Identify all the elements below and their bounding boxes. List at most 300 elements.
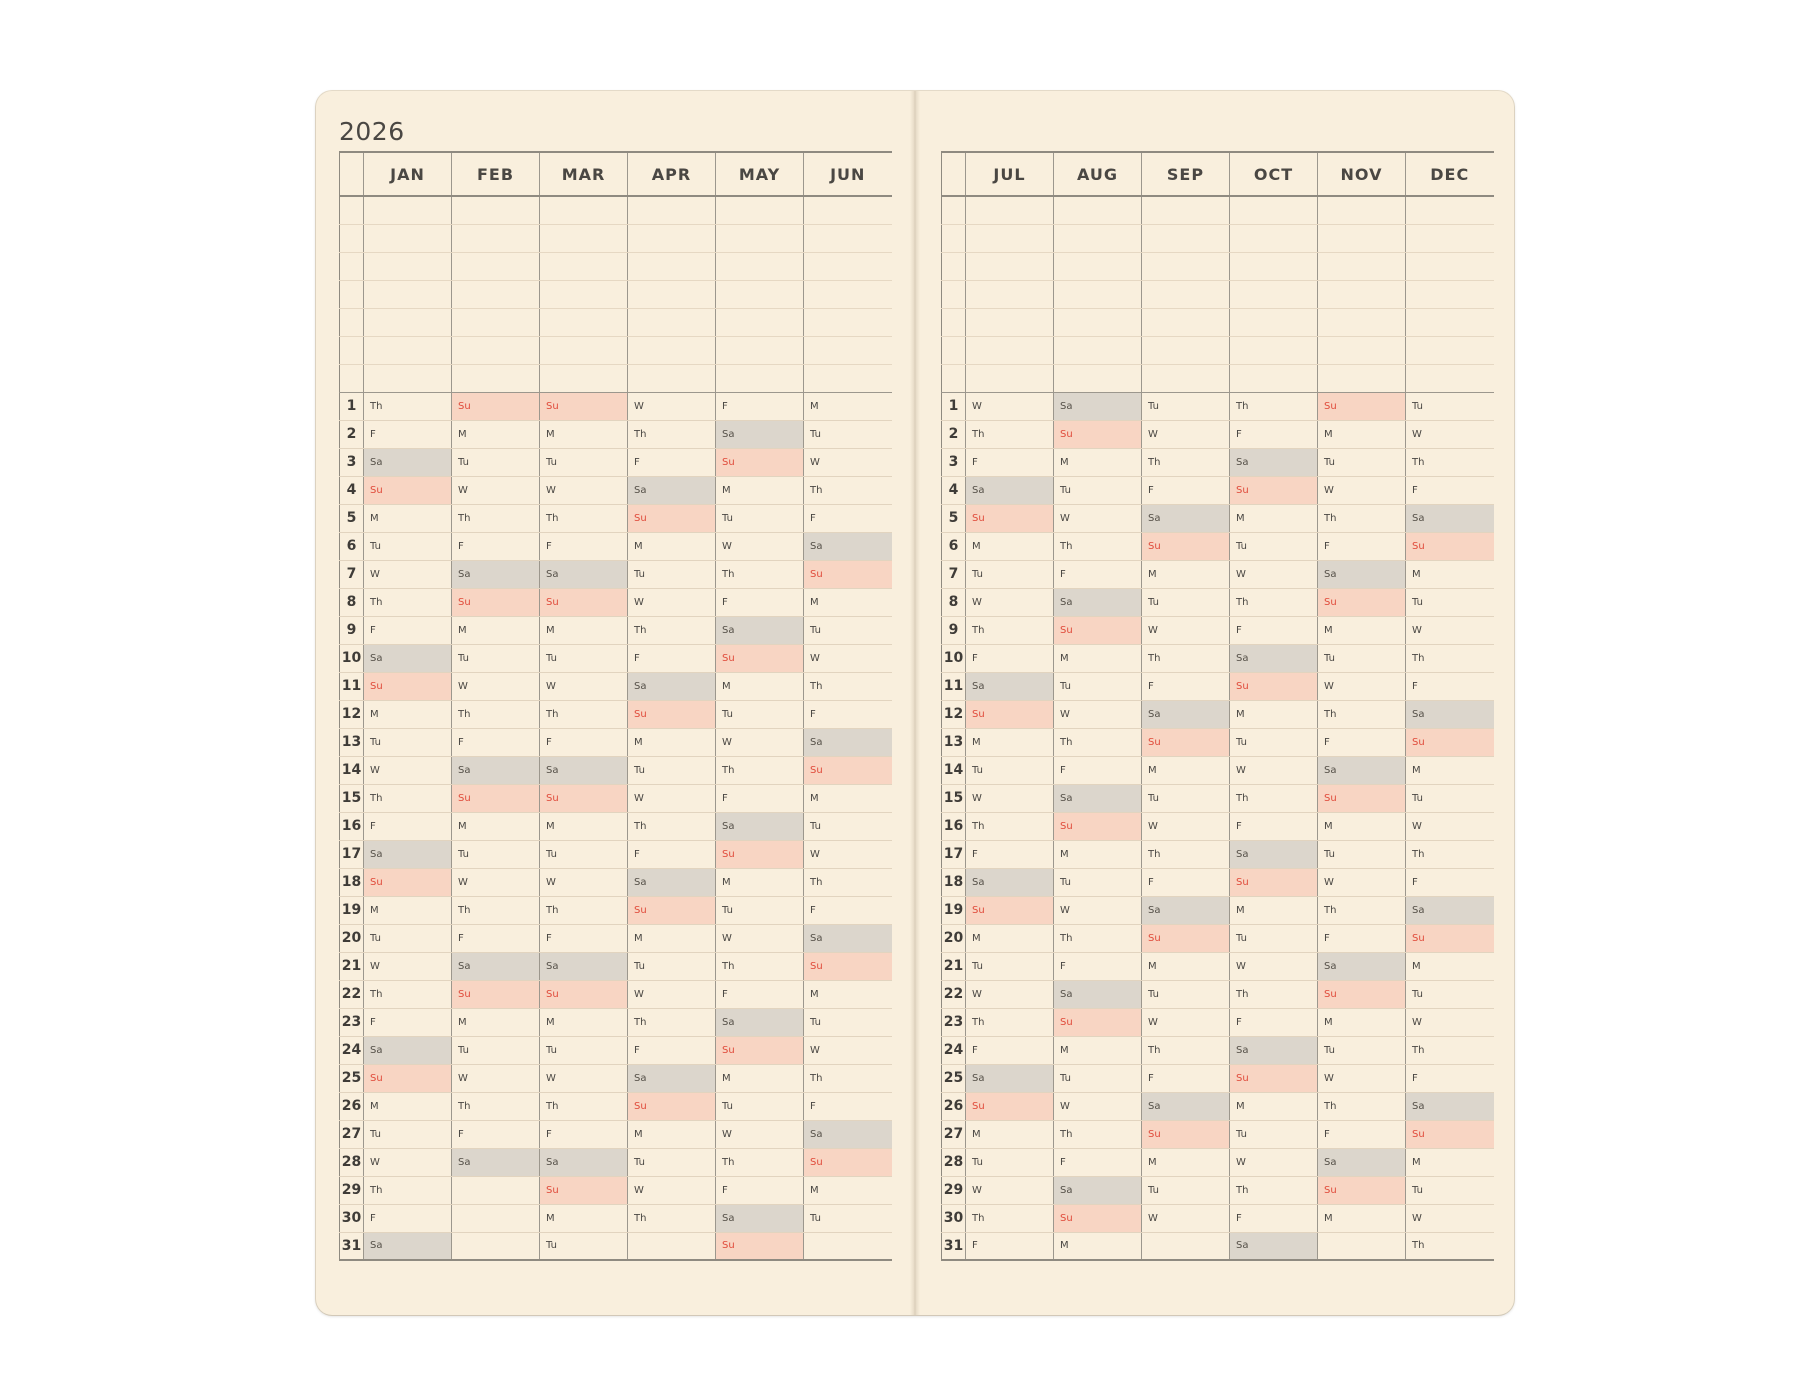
day-cell-jul[interactable]: Tu — [966, 756, 1054, 784]
day-cell-apr[interactable]: Tu — [628, 1148, 716, 1176]
day-cell-may[interactable]: Th — [716, 756, 804, 784]
day-cell-jan[interactable]: F — [364, 616, 452, 644]
day-cell-jul[interactable]: Th — [966, 420, 1054, 448]
day-cell-oct[interactable]: Sa — [1230, 1036, 1318, 1064]
memo-cell[interactable] — [452, 252, 540, 280]
day-cell-jun[interactable]: W — [804, 1036, 892, 1064]
day-cell-apr[interactable]: Th — [628, 420, 716, 448]
day-cell-feb[interactable]: M — [452, 812, 540, 840]
day-cell-jul[interactable]: Su — [966, 700, 1054, 728]
day-cell-jan[interactable]: Sa — [364, 1232, 452, 1260]
day-cell-oct[interactable]: Tu — [1230, 1120, 1318, 1148]
day-cell-apr[interactable]: W — [628, 1176, 716, 1204]
memo-cell[interactable] — [1318, 364, 1406, 392]
day-cell-sep[interactable]: Tu — [1142, 980, 1230, 1008]
day-cell-aug[interactable]: Th — [1054, 532, 1142, 560]
day-cell-sep[interactable]: Th — [1142, 448, 1230, 476]
day-cell-dec[interactable]: Tu — [1406, 588, 1494, 616]
day-cell-jul[interactable]: Su — [966, 1092, 1054, 1120]
day-cell-dec[interactable]: Th — [1406, 448, 1494, 476]
day-cell-dec[interactable]: Th — [1406, 644, 1494, 672]
day-cell-sep[interactable]: M — [1142, 1148, 1230, 1176]
day-cell-mar[interactable]: F — [540, 924, 628, 952]
day-cell-aug[interactable]: M — [1054, 840, 1142, 868]
day-cell-feb[interactable]: F — [452, 728, 540, 756]
day-cell-apr[interactable]: Th — [628, 1204, 716, 1232]
day-cell-may[interactable]: W — [716, 924, 804, 952]
memo-cell[interactable] — [364, 252, 452, 280]
memo-cell[interactable] — [1054, 308, 1142, 336]
day-cell-jan[interactable]: Tu — [364, 728, 452, 756]
day-cell-oct[interactable]: Tu — [1230, 532, 1318, 560]
day-cell-aug[interactable]: M — [1054, 1232, 1142, 1260]
day-cell-jul[interactable]: F — [966, 644, 1054, 672]
day-cell-oct[interactable]: Sa — [1230, 644, 1318, 672]
day-cell-may[interactable]: Su — [716, 1232, 804, 1260]
day-cell-nov[interactable]: F — [1318, 1120, 1406, 1148]
day-cell-sep[interactable]: F — [1142, 868, 1230, 896]
day-cell-mar[interactable]: Su — [540, 980, 628, 1008]
day-cell-sep[interactable]: Su — [1142, 728, 1230, 756]
memo-cell[interactable] — [1406, 308, 1494, 336]
day-cell-oct[interactable]: F — [1230, 616, 1318, 644]
day-cell-feb[interactable]: Su — [452, 980, 540, 1008]
day-cell-nov[interactable]: W — [1318, 672, 1406, 700]
day-cell-aug[interactable]: W — [1054, 504, 1142, 532]
day-cell-jun[interactable]: M — [804, 784, 892, 812]
day-cell-nov[interactable]: F — [1318, 532, 1406, 560]
day-cell-jan[interactable]: Th — [364, 588, 452, 616]
day-cell-may[interactable]: Sa — [716, 812, 804, 840]
day-cell-may[interactable]: F — [716, 1176, 804, 1204]
memo-cell[interactable] — [540, 336, 628, 364]
day-cell-aug[interactable]: Tu — [1054, 672, 1142, 700]
day-cell-aug[interactable]: Th — [1054, 728, 1142, 756]
day-cell-jul[interactable]: Su — [966, 896, 1054, 924]
day-cell-mar[interactable]: Tu — [540, 1232, 628, 1260]
day-cell-jul[interactable]: Th — [966, 616, 1054, 644]
memo-cell[interactable] — [1318, 308, 1406, 336]
day-cell-may[interactable]: F — [716, 588, 804, 616]
day-cell-aug[interactable]: Su — [1054, 420, 1142, 448]
day-cell-feb[interactable]: Th — [452, 504, 540, 532]
day-cell-jan[interactable]: W — [364, 560, 452, 588]
day-cell-may[interactable]: Tu — [716, 504, 804, 532]
day-cell-dec[interactable]: Su — [1406, 728, 1494, 756]
day-cell-dec[interactable]: Tu — [1406, 980, 1494, 1008]
day-cell-apr[interactable]: Su — [628, 504, 716, 532]
day-cell-nov[interactable]: M — [1318, 1008, 1406, 1036]
day-cell-sep[interactable]: W — [1142, 1008, 1230, 1036]
day-cell-apr[interactable]: Th — [628, 616, 716, 644]
memo-cell[interactable] — [1406, 252, 1494, 280]
memo-cell[interactable] — [452, 364, 540, 392]
day-cell-oct[interactable]: W — [1230, 952, 1318, 980]
memo-cell[interactable] — [1142, 308, 1230, 336]
memo-cell[interactable] — [628, 252, 716, 280]
memo-cell[interactable] — [540, 252, 628, 280]
memo-cell[interactable] — [716, 252, 804, 280]
day-cell-apr[interactable]: Tu — [628, 560, 716, 588]
day-cell-aug[interactable]: W — [1054, 1092, 1142, 1120]
day-cell-jan[interactable]: M — [364, 504, 452, 532]
day-cell-oct[interactable]: F — [1230, 420, 1318, 448]
day-cell-mar[interactable]: F — [540, 532, 628, 560]
memo-cell[interactable] — [452, 196, 540, 224]
day-cell-may[interactable]: F — [716, 980, 804, 1008]
day-cell-mar[interactable]: Tu — [540, 840, 628, 868]
memo-cell[interactable] — [540, 196, 628, 224]
day-cell-sep[interactable]: M — [1142, 756, 1230, 784]
day-cell-apr[interactable]: F — [628, 448, 716, 476]
day-cell-aug[interactable]: F — [1054, 1148, 1142, 1176]
day-cell-nov[interactable]: Th — [1318, 896, 1406, 924]
day-cell-dec[interactable]: F — [1406, 1064, 1494, 1092]
day-cell-mar[interactable]: M — [540, 616, 628, 644]
day-cell-jan[interactable]: Tu — [364, 924, 452, 952]
day-cell-jul[interactable]: F — [966, 1036, 1054, 1064]
day-cell-dec[interactable]: Sa — [1406, 700, 1494, 728]
day-cell-jun[interactable]: Su — [804, 1148, 892, 1176]
day-cell-jan[interactable]: Su — [364, 1064, 452, 1092]
day-cell-dec[interactable]: W — [1406, 1008, 1494, 1036]
day-cell-jun[interactable]: F — [804, 504, 892, 532]
day-cell-may[interactable]: Sa — [716, 1204, 804, 1232]
day-cell-sep[interactable]: Th — [1142, 840, 1230, 868]
day-cell-jul[interactable]: Tu — [966, 560, 1054, 588]
day-cell-dec[interactable]: W — [1406, 812, 1494, 840]
memo-cell[interactable] — [966, 280, 1054, 308]
day-cell-feb[interactable]: Th — [452, 700, 540, 728]
memo-cell[interactable] — [966, 364, 1054, 392]
day-cell-feb[interactable]: Tu — [452, 448, 540, 476]
day-cell-nov[interactable]: Su — [1318, 980, 1406, 1008]
day-cell-feb[interactable]: M — [452, 616, 540, 644]
memo-cell[interactable] — [804, 196, 892, 224]
day-cell-jan[interactable]: Th — [364, 784, 452, 812]
memo-cell[interactable] — [716, 308, 804, 336]
day-cell-jan[interactable]: M — [364, 700, 452, 728]
day-cell-may[interactable]: W — [716, 532, 804, 560]
day-cell-feb[interactable]: Sa — [452, 560, 540, 588]
day-cell-oct[interactable]: F — [1230, 812, 1318, 840]
day-cell-mar[interactable]: M — [540, 812, 628, 840]
day-cell-sep[interactable]: W — [1142, 1204, 1230, 1232]
day-cell-mar[interactable]: Th — [540, 700, 628, 728]
day-cell-dec[interactable]: M — [1406, 756, 1494, 784]
memo-cell[interactable] — [1318, 336, 1406, 364]
day-cell-feb[interactable]: F — [452, 924, 540, 952]
day-cell-jul[interactable]: Su — [966, 504, 1054, 532]
day-cell-feb[interactable]: W — [452, 1064, 540, 1092]
day-cell-oct[interactable]: W — [1230, 560, 1318, 588]
day-cell-oct[interactable]: Sa — [1230, 840, 1318, 868]
day-cell-aug[interactable]: M — [1054, 644, 1142, 672]
day-cell-apr[interactable]: F — [628, 840, 716, 868]
day-cell-may[interactable]: W — [716, 1120, 804, 1148]
day-cell-apr[interactable]: F — [628, 644, 716, 672]
memo-cell[interactable] — [364, 280, 452, 308]
day-cell-jan[interactable]: Th — [364, 1176, 452, 1204]
day-cell-apr[interactable]: Su — [628, 1092, 716, 1120]
day-cell-feb[interactable]: Th — [452, 1092, 540, 1120]
day-cell-apr[interactable]: Th — [628, 1008, 716, 1036]
day-cell-nov[interactable]: Su — [1318, 588, 1406, 616]
day-cell-oct[interactable]: Su — [1230, 476, 1318, 504]
memo-cell[interactable] — [364, 196, 452, 224]
day-cell-feb[interactable]: F — [452, 1120, 540, 1148]
day-cell-feb[interactable]: F — [452, 532, 540, 560]
day-cell-feb[interactable]: Sa — [452, 756, 540, 784]
day-cell-jan[interactable]: Su — [364, 868, 452, 896]
day-cell-aug[interactable]: Sa — [1054, 980, 1142, 1008]
day-cell-mar[interactable]: M — [540, 1008, 628, 1036]
day-cell-may[interactable]: Sa — [716, 616, 804, 644]
day-cell-nov[interactable]: Th — [1318, 504, 1406, 532]
day-cell-jan[interactable]: Su — [364, 672, 452, 700]
day-cell-jul[interactable]: M — [966, 924, 1054, 952]
memo-cell[interactable] — [1230, 252, 1318, 280]
memo-cell[interactable] — [716, 280, 804, 308]
day-cell-apr[interactable]: W — [628, 980, 716, 1008]
memo-cell[interactable] — [716, 196, 804, 224]
day-cell-may[interactable]: Su — [716, 644, 804, 672]
memo-cell[interactable] — [1054, 364, 1142, 392]
day-cell-jul[interactable]: Sa — [966, 672, 1054, 700]
day-cell-mar[interactable]: W — [540, 868, 628, 896]
day-cell-jun[interactable]: W — [804, 448, 892, 476]
day-cell-jan[interactable]: M — [364, 1092, 452, 1120]
day-cell-may[interactable]: Th — [716, 560, 804, 588]
day-cell-jul[interactable]: M — [966, 728, 1054, 756]
day-cell-dec[interactable]: Su — [1406, 532, 1494, 560]
day-cell-sep[interactable]: Sa — [1142, 1092, 1230, 1120]
day-cell-mar[interactable]: F — [540, 728, 628, 756]
day-cell-oct[interactable]: Tu — [1230, 924, 1318, 952]
day-cell-oct[interactable]: Th — [1230, 1176, 1318, 1204]
memo-cell[interactable] — [540, 364, 628, 392]
day-cell-aug[interactable]: Su — [1054, 616, 1142, 644]
day-cell-aug[interactable]: M — [1054, 448, 1142, 476]
day-cell-dec[interactable]: W — [1406, 1204, 1494, 1232]
memo-cell[interactable] — [1054, 280, 1142, 308]
day-cell-aug[interactable]: Th — [1054, 924, 1142, 952]
day-cell-nov[interactable]: W — [1318, 868, 1406, 896]
day-cell-jun[interactable]: Sa — [804, 1120, 892, 1148]
day-cell-aug[interactable]: Su — [1054, 1204, 1142, 1232]
day-cell-feb[interactable]: M — [452, 420, 540, 448]
day-cell-nov[interactable]: F — [1318, 728, 1406, 756]
memo-cell[interactable] — [1318, 224, 1406, 252]
day-cell-aug[interactable]: Sa — [1054, 784, 1142, 812]
day-cell-jun[interactable]: Tu — [804, 420, 892, 448]
day-cell-aug[interactable]: Tu — [1054, 868, 1142, 896]
day-cell-jun[interactable]: M — [804, 392, 892, 420]
memo-cell[interactable] — [364, 364, 452, 392]
day-cell-apr[interactable]: W — [628, 392, 716, 420]
day-cell-may[interactable]: Tu — [716, 1092, 804, 1120]
memo-cell[interactable] — [804, 252, 892, 280]
day-cell-apr[interactable]: Sa — [628, 476, 716, 504]
day-cell-jan[interactable]: Tu — [364, 1120, 452, 1148]
day-cell-may[interactable]: Sa — [716, 1008, 804, 1036]
memo-cell[interactable] — [966, 252, 1054, 280]
memo-cell[interactable] — [804, 336, 892, 364]
day-cell-may[interactable]: M — [716, 476, 804, 504]
day-cell-jun[interactable]: F — [804, 896, 892, 924]
memo-cell[interactable] — [966, 336, 1054, 364]
day-cell-dec[interactable]: Th — [1406, 1232, 1494, 1260]
day-cell-feb[interactable]: Su — [452, 784, 540, 812]
day-cell-sep[interactable]: Tu — [1142, 392, 1230, 420]
day-cell-nov[interactable]: M — [1318, 420, 1406, 448]
day-cell-jul[interactable]: Sa — [966, 868, 1054, 896]
day-cell-jun[interactable]: Th — [804, 1064, 892, 1092]
day-cell-aug[interactable]: Sa — [1054, 392, 1142, 420]
memo-cell[interactable] — [1230, 196, 1318, 224]
day-cell-jul[interactable]: Tu — [966, 952, 1054, 980]
day-cell-jun[interactable]: Th — [804, 868, 892, 896]
day-cell-oct[interactable]: Tu — [1230, 728, 1318, 756]
day-cell-mar[interactable]: Sa — [540, 1148, 628, 1176]
day-cell-apr[interactable]: Sa — [628, 868, 716, 896]
day-cell-nov[interactable]: Tu — [1318, 644, 1406, 672]
day-cell-dec[interactable]: Tu — [1406, 784, 1494, 812]
day-cell-dec[interactable]: M — [1406, 1148, 1494, 1176]
day-cell-nov[interactable]: Su — [1318, 392, 1406, 420]
day-cell-mar[interactable]: Su — [540, 392, 628, 420]
memo-cell[interactable] — [540, 308, 628, 336]
day-cell-nov[interactable]: M — [1318, 812, 1406, 840]
day-cell-sep[interactable]: Sa — [1142, 700, 1230, 728]
day-cell-nov[interactable]: M — [1318, 1204, 1406, 1232]
day-cell-feb[interactable]: Su — [452, 588, 540, 616]
day-cell-jul[interactable]: Sa — [966, 476, 1054, 504]
day-cell-dec[interactable]: F — [1406, 672, 1494, 700]
day-cell-aug[interactable]: Tu — [1054, 1064, 1142, 1092]
day-cell-apr[interactable]: Sa — [628, 1064, 716, 1092]
day-cell-nov[interactable]: Su — [1318, 1176, 1406, 1204]
memo-cell[interactable] — [1054, 252, 1142, 280]
memo-cell[interactable] — [452, 224, 540, 252]
day-cell-mar[interactable]: Th — [540, 1092, 628, 1120]
day-cell-dec[interactable]: Su — [1406, 1120, 1494, 1148]
day-cell-may[interactable]: Th — [716, 1148, 804, 1176]
memo-cell[interactable] — [1142, 196, 1230, 224]
memo-cell[interactable] — [1054, 196, 1142, 224]
day-cell-jan[interactable]: Tu — [364, 532, 452, 560]
day-cell-apr[interactable]: W — [628, 588, 716, 616]
day-cell-may[interactable]: F — [716, 784, 804, 812]
day-cell-jun[interactable]: Sa — [804, 728, 892, 756]
day-cell-jun[interactable]: W — [804, 840, 892, 868]
memo-cell[interactable] — [1406, 336, 1494, 364]
day-cell-jul[interactable]: M — [966, 1120, 1054, 1148]
day-cell-sep[interactable]: F — [1142, 476, 1230, 504]
day-cell-sep[interactable]: Su — [1142, 532, 1230, 560]
day-cell-feb[interactable]: Tu — [452, 840, 540, 868]
day-cell-jan[interactable]: W — [364, 756, 452, 784]
day-cell-dec[interactable]: Sa — [1406, 896, 1494, 924]
day-cell-jan[interactable]: W — [364, 1148, 452, 1176]
day-cell-feb[interactable]: Su — [452, 392, 540, 420]
day-cell-apr[interactable]: M — [628, 532, 716, 560]
day-cell-jun[interactable]: Sa — [804, 532, 892, 560]
memo-cell[interactable] — [1230, 224, 1318, 252]
day-cell-feb[interactable]: Tu — [452, 644, 540, 672]
day-cell-jul[interactable]: W — [966, 784, 1054, 812]
day-cell-oct[interactable]: Su — [1230, 868, 1318, 896]
day-cell-oct[interactable]: F — [1230, 1204, 1318, 1232]
day-cell-sep[interactable]: F — [1142, 672, 1230, 700]
day-cell-apr[interactable]: Sa — [628, 672, 716, 700]
day-cell-oct[interactable]: W — [1230, 756, 1318, 784]
memo-cell[interactable] — [966, 308, 1054, 336]
memo-cell[interactable] — [1142, 280, 1230, 308]
memo-cell[interactable] — [716, 364, 804, 392]
day-cell-mar[interactable]: Su — [540, 588, 628, 616]
day-cell-jun[interactable]: Th — [804, 476, 892, 504]
day-cell-aug[interactable]: Th — [1054, 1120, 1142, 1148]
day-cell-sep[interactable]: F — [1142, 1064, 1230, 1092]
day-cell-jan[interactable]: M — [364, 896, 452, 924]
day-cell-oct[interactable]: Th — [1230, 980, 1318, 1008]
day-cell-sep[interactable]: Tu — [1142, 588, 1230, 616]
day-cell-aug[interactable]: F — [1054, 952, 1142, 980]
day-cell-feb[interactable]: Sa — [452, 1148, 540, 1176]
day-cell-feb[interactable]: Sa — [452, 952, 540, 980]
memo-cell[interactable] — [1230, 364, 1318, 392]
day-cell-jul[interactable]: Th — [966, 1008, 1054, 1036]
day-cell-nov[interactable]: M — [1318, 616, 1406, 644]
day-cell-aug[interactable]: Sa — [1054, 1176, 1142, 1204]
day-cell-apr[interactable]: Su — [628, 896, 716, 924]
day-cell-dec[interactable]: Sa — [1406, 504, 1494, 532]
day-cell-apr[interactable]: Tu — [628, 756, 716, 784]
day-cell-feb[interactable]: Tu — [452, 1036, 540, 1064]
day-cell-jun[interactable]: Tu — [804, 1204, 892, 1232]
day-cell-jul[interactable]: F — [966, 840, 1054, 868]
memo-cell[interactable] — [1230, 336, 1318, 364]
day-cell-oct[interactable]: Th — [1230, 392, 1318, 420]
day-cell-sep[interactable]: M — [1142, 560, 1230, 588]
day-cell-may[interactable]: F — [716, 392, 804, 420]
day-cell-dec[interactable]: M — [1406, 560, 1494, 588]
day-cell-jul[interactable]: W — [966, 588, 1054, 616]
day-cell-may[interactable]: M — [716, 868, 804, 896]
memo-cell[interactable] — [1142, 364, 1230, 392]
memo-cell[interactable] — [1318, 196, 1406, 224]
day-cell-aug[interactable]: Su — [1054, 812, 1142, 840]
memo-cell[interactable] — [1406, 196, 1494, 224]
memo-cell[interactable] — [1142, 252, 1230, 280]
day-cell-aug[interactable]: W — [1054, 896, 1142, 924]
day-cell-nov[interactable]: Tu — [1318, 448, 1406, 476]
day-cell-sep[interactable]: W — [1142, 812, 1230, 840]
day-cell-aug[interactable]: F — [1054, 756, 1142, 784]
day-cell-jun[interactable]: Th — [804, 672, 892, 700]
memo-cell[interactable] — [452, 280, 540, 308]
day-cell-dec[interactable]: M — [1406, 952, 1494, 980]
day-cell-mar[interactable]: Sa — [540, 560, 628, 588]
day-cell-sep[interactable]: Tu — [1142, 1176, 1230, 1204]
day-cell-jan[interactable]: Th — [364, 980, 452, 1008]
day-cell-may[interactable]: W — [716, 728, 804, 756]
day-cell-jan[interactable]: W — [364, 952, 452, 980]
day-cell-dec[interactable]: Tu — [1406, 392, 1494, 420]
day-cell-may[interactable]: Su — [716, 448, 804, 476]
day-cell-oct[interactable]: Th — [1230, 588, 1318, 616]
